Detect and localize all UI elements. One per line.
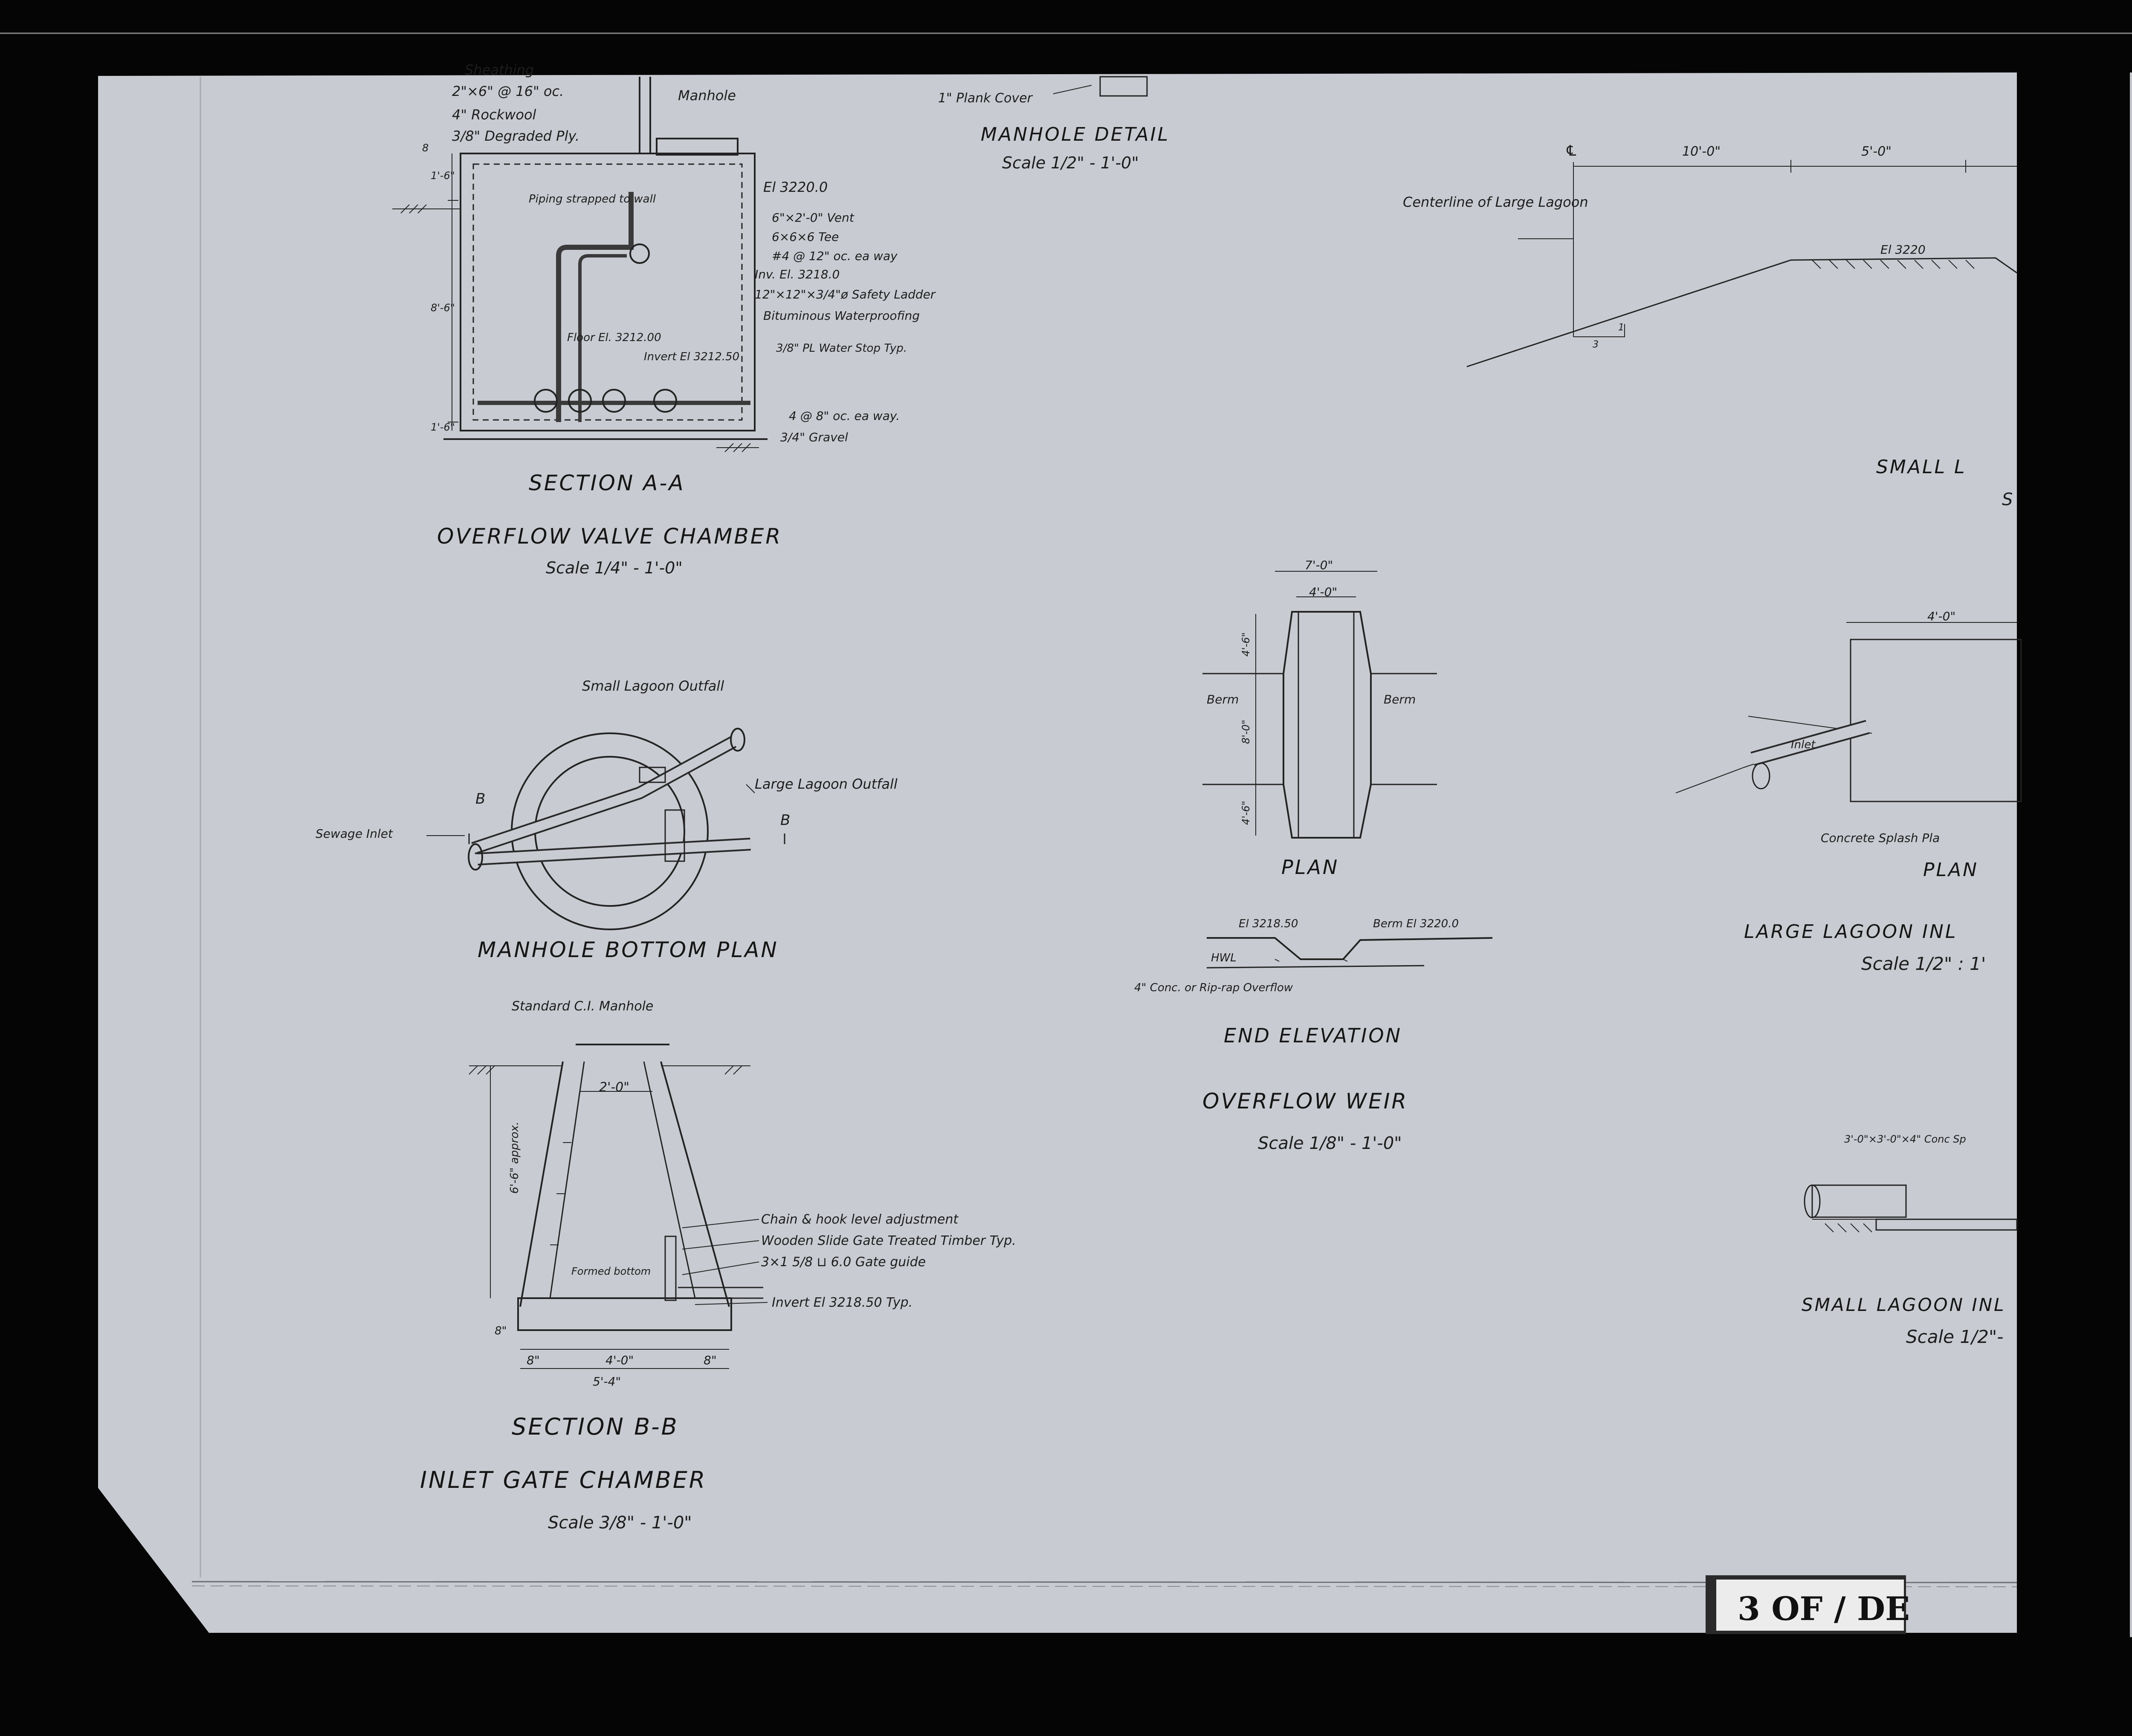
weir-dim-inner: 4'-0": [1309, 585, 1338, 599]
waterstop-label: 3/8" PL Water Stop Typ.: [776, 342, 907, 355]
rebar-label: #4 @ 12" oc. ea way: [772, 249, 898, 263]
weir-dim-outer: 7'-0": [1305, 558, 1333, 572]
adjacent-sheet-edge: [2130, 72, 2132, 1637]
small-lagoon-scale-partial: S: [2002, 490, 2013, 509]
small-inlet-note: 3'-0"×3'-0"×4" Conc Sp: [1844, 1133, 1966, 1145]
section-b-left: B: [475, 790, 486, 807]
large-inlet-scale-partial: Scale 1/2" : 1': [1861, 953, 1986, 974]
manhole-bottom-title: MANHOLE BOTTOM PLAN: [478, 937, 779, 962]
weir-dim-a: 4'-6": [1240, 632, 1252, 657]
overflow-weir-scale: Scale 1/8" - 1'-0": [1258, 1134, 1402, 1153]
stamp-text: 3 OF / DE: [1738, 1590, 1910, 1628]
large-outfall-label: Large Lagoon Outfall: [755, 776, 898, 792]
section-b-right: B: [780, 812, 791, 829]
dim-mid-label: 8'-6": [431, 302, 455, 314]
small-inlet-title-partial: SMALL LAGOON INL: [1802, 1294, 2006, 1315]
weir-plan-title: PLAN: [1281, 856, 1339, 879]
standard-manhole-label: Standard C.I. Manhole: [512, 999, 654, 1014]
overflow-note: 4" Conc. or Rip-rap Overflow: [1134, 981, 1293, 994]
sewage-inlet-label: Sewage Inlet: [316, 827, 393, 841]
waterproofing-label: Bituminous Waterproofing: [763, 309, 920, 323]
height-dim-label: 6'-6" approx.: [508, 1121, 521, 1194]
drawing-paper: [98, 72, 2017, 1633]
weir-el-label: El 3218.50: [1239, 917, 1298, 930]
ply-label: 3/8" Degraded Ply.: [452, 128, 580, 144]
centerline-mark: ℄: [1565, 142, 1578, 159]
small-outfall-label: Small Lagoon Outfall: [582, 678, 724, 694]
inv-label: Inv. El. 3218.0: [755, 267, 840, 281]
bottom-dim-mid: 4'-0": [605, 1353, 634, 1367]
berm-left-label: Berm: [1207, 692, 1239, 706]
sheathing-label: Sheathing: [465, 62, 534, 78]
sheet-number-stamp: [1706, 1575, 1910, 1634]
section-aa-title: SECTION A-A: [529, 471, 685, 495]
berm-right-label: Berm: [1384, 692, 1416, 706]
plank-cover-label: 1" Plank Cover: [938, 91, 1033, 106]
rebar-bottom-label: 4 @ 8" oc. ea way.: [789, 409, 900, 423]
splash-label: Concrete Splash Pla: [1821, 831, 1940, 845]
bottom-dim-right: 8": [704, 1353, 717, 1367]
centerline-label: Centerline of Large Lagoon: [1403, 194, 1588, 210]
total-dim-label: 5'-4": [593, 1374, 621, 1389]
inlet-gate-title: INLET GATE CHAMBER: [420, 1467, 707, 1493]
weir-dim-b: 8'-0": [1240, 720, 1252, 744]
guide-label: 3×1 5/8 ⊔ 6.0 Gate guide: [761, 1255, 926, 1270]
lagoon-el-label: El 3220: [1880, 243, 1926, 257]
rockwool-label: 4" Rockwool: [452, 107, 536, 123]
hatch-note: 8: [422, 142, 429, 154]
ladder-label: 12"×12"×3/4"ø Safety Ladder: [755, 287, 936, 301]
piping-label: Piping strapped to wall: [529, 193, 656, 205]
overflow-weir-title: OVERFLOW WEIR: [1202, 1089, 1408, 1114]
weir-dim-c: 4'-6": [1240, 801, 1252, 825]
floor-el-label: Floor El. 3212.00: [567, 331, 661, 344]
hwl-label: HWL: [1211, 952, 1237, 964]
end-elevation-title: END ELEVATION: [1224, 1024, 1402, 1047]
tee-label: 6×6×6 Tee: [772, 230, 839, 244]
small-lagoon-title-partial: SMALL L: [1876, 456, 1967, 478]
el-top-label: El 3220.0: [763, 179, 828, 195]
invert-label: Invert El 3212.50: [644, 350, 740, 363]
gate-label: Wooden Slide Gate Treated Timber Typ.: [761, 1233, 1016, 1248]
lagoon-dim-a: 10'-0": [1682, 144, 1721, 159]
lagoon-dim-b: 5'-0": [1861, 144, 1892, 159]
slope-run: 3: [1593, 339, 1599, 350]
formed-bottom-label: Formed bottom: [571, 1265, 651, 1277]
chain-label: Chain & hook level adjustment: [761, 1212, 959, 1227]
manhole-detail-title: MANHOLE DETAIL: [981, 124, 1170, 145]
gravel-label: 3/4" Gravel: [780, 430, 848, 444]
studs-label: 2"×6" @ 16" oc.: [452, 83, 564, 99]
large-inlet-plan-title: PLAN: [1923, 859, 1979, 881]
invert-gate-label: Invert El 3218.50 Typ.: [772, 1295, 913, 1310]
inlet-gate-scale: Scale 3/8" - 1'-0": [548, 1513, 692, 1533]
overflow-valve-scale: Scale 1/4" - 1'-0": [546, 558, 683, 577]
vent-label: 6"×2'-0" Vent: [772, 211, 854, 225]
weir-berm-el-label: Berm El 3220.0: [1373, 917, 1459, 930]
slope-rise: 1: [1618, 322, 1624, 333]
side-dim-label: 8": [495, 1325, 507, 1337]
dim-top-label: 1'-6": [431, 170, 455, 182]
overflow-valve-title: OVERFLOW VALVE CHAMBER: [437, 524, 782, 549]
dim-bot-label: 1'-6": [431, 421, 455, 433]
bottom-dim-left: 8": [527, 1353, 540, 1367]
manhole-detail-scale: Scale 1/2" - 1'-0": [1002, 153, 1139, 172]
manhole-label: Manhole: [678, 87, 736, 104]
large-inlet-pipe-label: Inlet: [1791, 738, 1816, 751]
large-inlet-title-partial: LARGE LAGOON INL: [1744, 921, 1958, 943]
section-bb-title: SECTION B-B: [512, 1413, 679, 1440]
large-inlet-dim: 4'-0": [1927, 609, 1956, 623]
small-inlet-scale-partial: Scale 1/2"-: [1906, 1326, 2004, 1347]
top-dim-label: 2'-0": [599, 1080, 630, 1095]
